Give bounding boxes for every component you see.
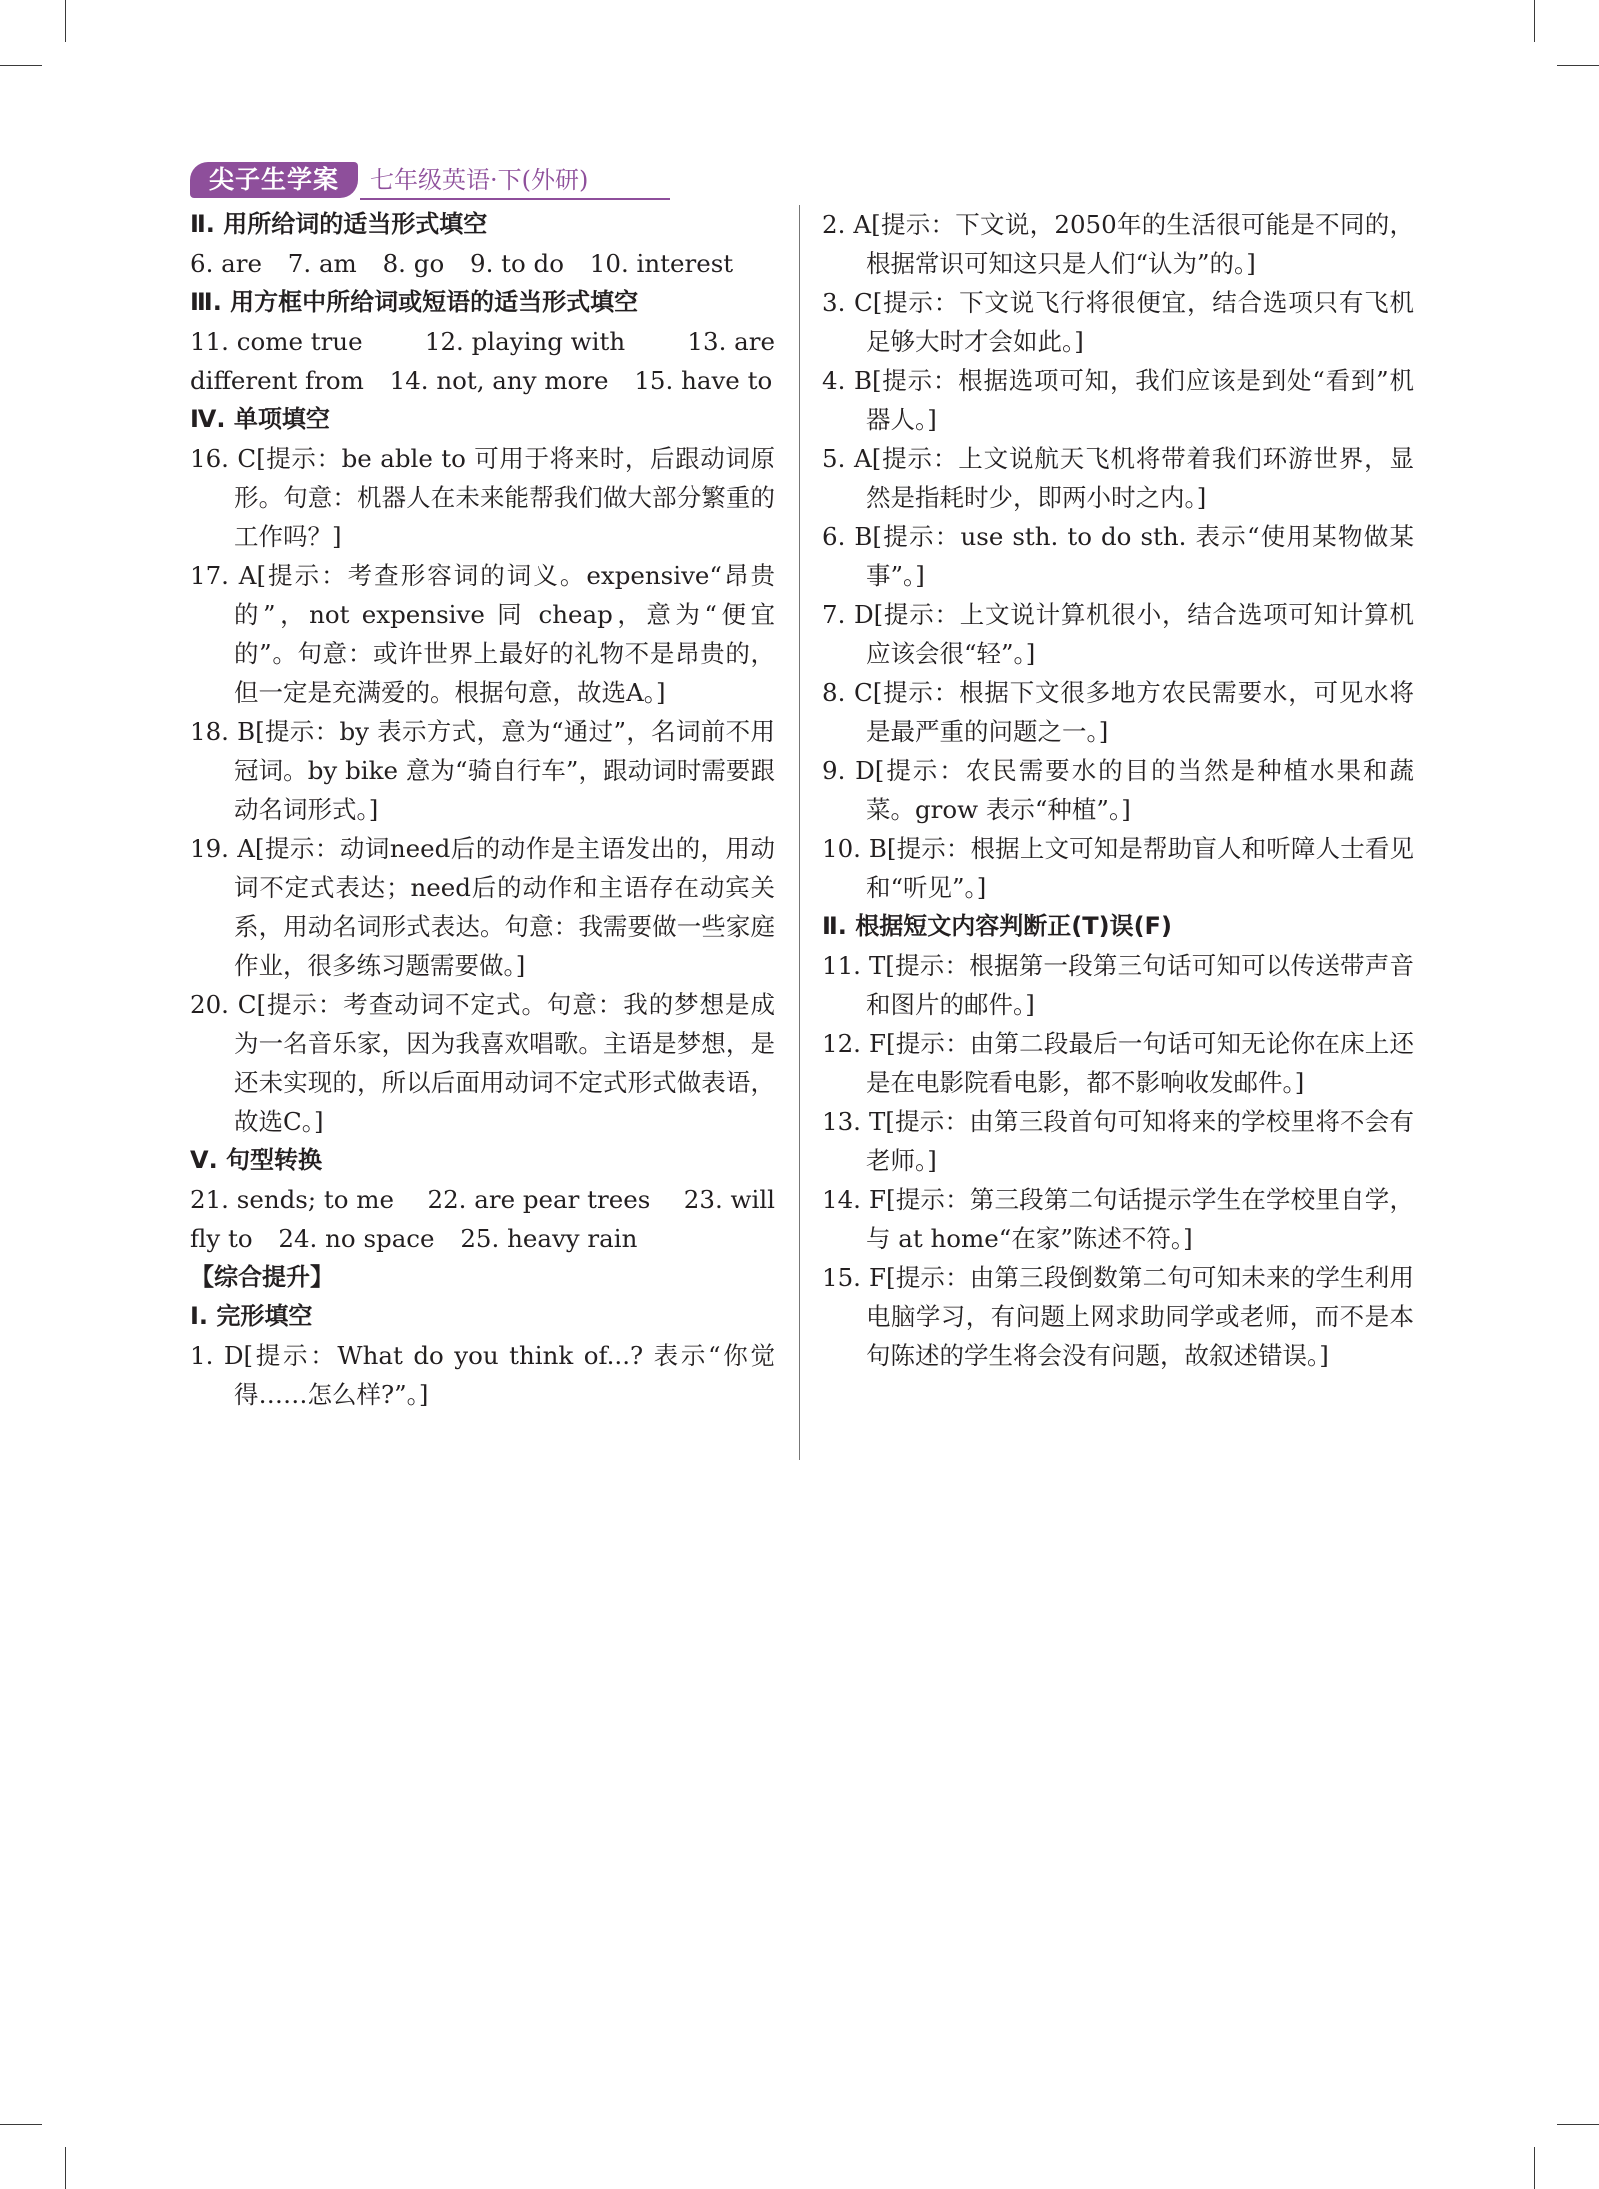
answer-item: 2. A[提示：下文说，2050年的生活很可能是不同的，根据常识可知这只是人们“认为”的。]: [822, 210, 1414, 278]
answer-item: 7. D[提示：上文说计算机很小，结合选项可知计算机应该会很“轻”。]: [822, 600, 1414, 668]
section-heading: Ⅰ. 完形填空: [190, 1302, 313, 1330]
crop-mark: [1557, 65, 1599, 66]
left-column: [190, 205, 775, 1414]
section-heading: Ⅱ. 用所给词的适当形式填空: [190, 210, 488, 238]
answer-item: 5. A[提示：上文说航天飞机将带着我们环游世界，显然是指耗时少，即两小时之内。]: [822, 444, 1414, 512]
answer-line: [190, 244, 775, 283]
answer-item: 12. F[提示：由第二段最后一句话可知无论你在床上还是在电影院看电影，都不影响收发邮件。]: [822, 1029, 1414, 1097]
crop-mark: [0, 65, 42, 66]
crop-mark: [0, 2124, 42, 2125]
section-heading: Ⅳ. 单项填空: [190, 405, 330, 433]
crop-mark: [1557, 2124, 1599, 2125]
answer-item: 20. C[提示：考查动词不定式。句意：我的梦想是成为一名音乐家，因为我喜欢唱歌。主语是梦想，是还未实现的，所以后面用动词不定式形式做表语，故选C。]: [190, 990, 775, 1136]
answer-item: 4. B[提示：根据选项可知，我们应该是到处“看到”机器人。]: [822, 366, 1414, 434]
header-rule: [360, 198, 670, 200]
answer: 13. are: [687, 327, 775, 356]
answer: 21. sends; to me: [190, 1185, 395, 1214]
answer: 9. to do: [470, 249, 564, 278]
answer-line: [190, 1180, 775, 1219]
crop-mark: [1534, 2147, 1535, 2189]
answer: 8. go: [382, 249, 445, 278]
answer-item: 6. B[提示：use sth. to do sth. 表示“使用某物做某事”。]: [822, 522, 1414, 590]
answer: fly to: [190, 1224, 253, 1253]
answer-line: [190, 322, 775, 361]
crop-mark: [65, 0, 66, 42]
crop-mark: [65, 2147, 66, 2189]
right-column: [822, 205, 1414, 1375]
answer-item: 18. B[提示：by 表示方式，意为“通过”，名词前不用冠词。by bike 意为“骑自行车”，跟动词时需要跟动名词形式。]: [190, 717, 775, 824]
answer-item: 16. C[提示：be able to 可用于将来时，后跟动词原形。句意：机器人在未来能帮我们做大部分繁重的工作吗？]: [190, 444, 775, 551]
section-heading: Ⅱ. 根据短文内容判断正(T)误(F): [822, 912, 1172, 940]
answer-item: 11. T[提示：根据第一段第三句话可知可以传送带声音和图片的邮件。]: [822, 951, 1414, 1019]
answer-item: 9. D[提示：农民需要水的目的当然是种植水果和蔬菜。grow 表示“种植”。]: [822, 756, 1414, 824]
column-divider: [799, 205, 800, 1460]
answer-line: [190, 361, 775, 400]
answer-item: 15. F[提示：由第三段倒数第二句可知未来的学生利用电脑学习，有问题上网求助同学或老师，而不是本句陈述的学生将会没有问题，故叙述错误。]: [822, 1263, 1414, 1370]
answer: 22. are pear trees: [427, 1185, 651, 1214]
answer: 10. interest: [589, 249, 734, 278]
answer-item: 1. D[提示：What do you think of...? 表示“你觉得……怎么样?”。]: [190, 1341, 775, 1409]
crop-mark: [1534, 0, 1535, 42]
book-title: 七年级英语·下(外研): [370, 166, 589, 194]
answer-item: 17. A[提示：考查形容词的词义。expensive“昂贵的”，not expensive 同 cheap，意为“便宜的”。句意：或许世界上最好的礼物不是昂贵的，但一定是充满爱的。根据句意，故选A。]: [190, 561, 775, 707]
answer-line: [190, 1219, 775, 1258]
section-heading: Ⅴ. 句型转换: [190, 1146, 323, 1174]
answer: 25. heavy rain: [460, 1224, 638, 1253]
answer: 6. are: [190, 249, 262, 278]
answer: different from: [190, 366, 364, 395]
answer-item: 10. B[提示：根据上文可知是帮助盲人和听障人士看见和“听见”。]: [822, 834, 1414, 902]
answer-item: 14. F[提示：第三段第二句话提示学生在学校里自学，与 at home“在家”陈述不符。]: [822, 1185, 1414, 1253]
answer-item: 13. T[提示：由第三段首句可知将来的学校里将不会有老师。]: [822, 1107, 1414, 1175]
answer: 11. come true: [190, 327, 363, 356]
answer: 7. am: [287, 249, 357, 278]
answer-item: 8. C[提示：根据下文很多地方农民需要水，可见水将是最严重的问题之一。]: [822, 678, 1414, 746]
section-heading: 【综合提升】: [190, 1263, 334, 1291]
answer: 15. have to: [634, 366, 773, 395]
answer: 12. playing with: [424, 327, 626, 356]
answer-item: 3. C[提示：下文说飞行将很便宜，结合选项只有飞机足够大时才会如此。]: [822, 288, 1414, 356]
brand-logo: 尖子生学案: [190, 162, 358, 198]
answer: 24. no space: [278, 1224, 435, 1253]
answer-item: 19. A[提示：动词need后的动作是主语发出的，用动词不定式表达；need后的动作和主语存在动宾关系，用动名词形式表达。句意：我需要做一些家庭作业，很多练习题需要做。]: [190, 834, 775, 980]
answer: 14. not, any more: [389, 366, 609, 395]
section-heading: Ⅲ. 用方框中所给词或短语的适当形式填空: [190, 288, 639, 316]
answer: 23. will: [683, 1185, 775, 1214]
